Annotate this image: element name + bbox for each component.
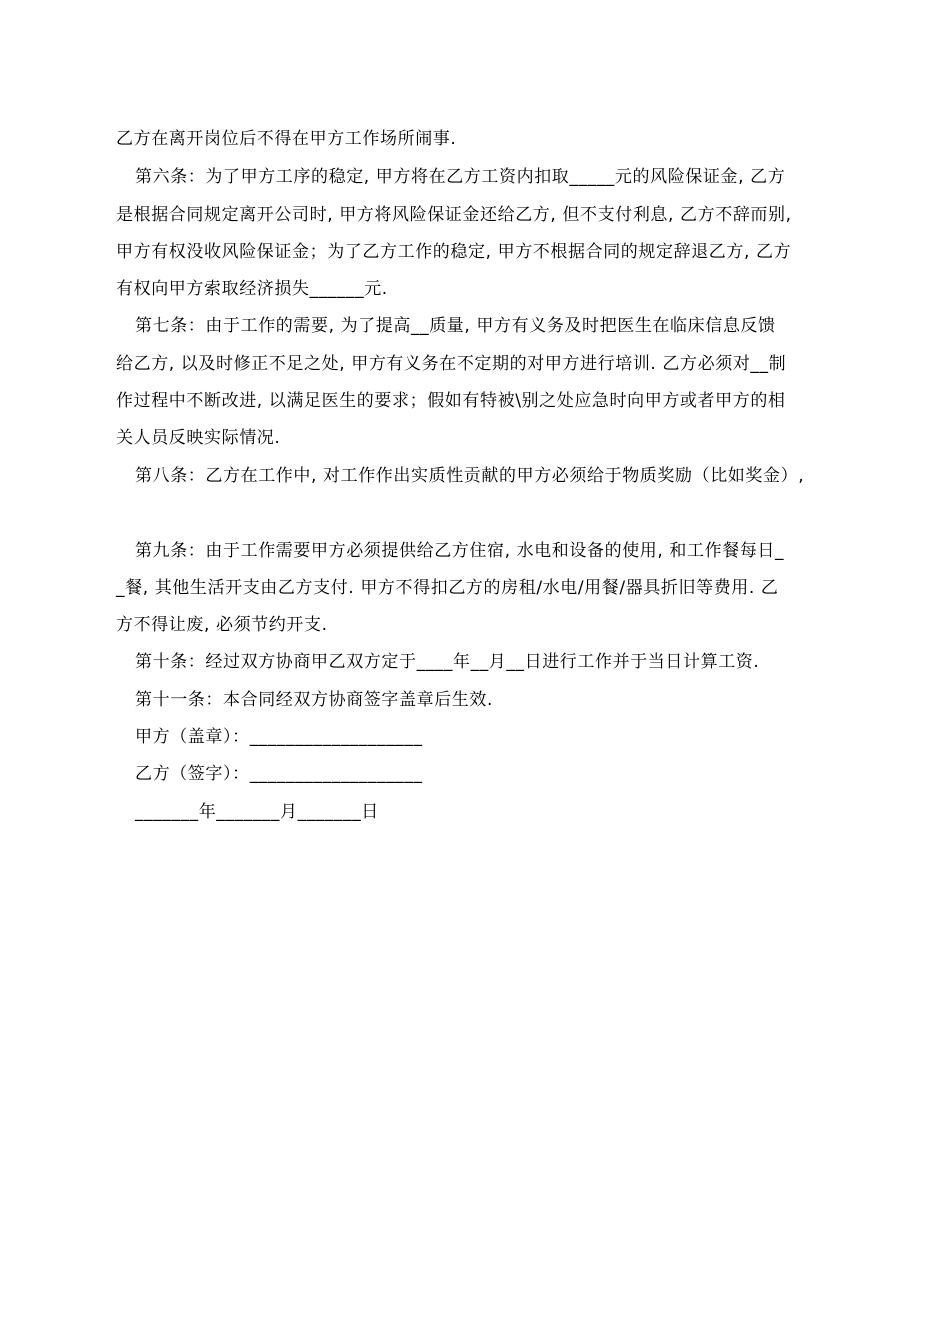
- article-6-line: 第六条：为了甲方工序的稳定, 甲方将在乙方工资内扣取_____元的风险保证金, 乙方: [135, 167, 786, 187]
- paragraph-line: 作过程中不断改进, 以满足医生的要求；假如有特被\别之处应急时向甲方或者甲方的相: [116, 391, 786, 411]
- date-line: _______年_______月_______日: [135, 802, 379, 822]
- paragraph-line: 有权向甲方索取经济损失______元.: [116, 279, 388, 299]
- article-9-line: 第九条：由于工作需要甲方必须提供给乙方住宿, 水电和设备的使用, 和工作餐每日_: [135, 541, 785, 561]
- article-11-line: 第十一条：本合同经双方协商签字盖章后生效.: [135, 690, 494, 710]
- paragraph-line: 给乙方, 以及时修正不足之处, 甲方有义务在不定期的对甲方进行培训. 乙方必须对__制: [116, 354, 787, 374]
- paragraph-line: 关人员反映实际情况.: [116, 428, 281, 448]
- party-a-signature-line: 甲方（盖章）：___________________: [135, 727, 423, 747]
- article-10-line: 第十条：经过双方协商甲乙双方定于____年__月__日进行工作并于当日计算工资.: [135, 652, 760, 672]
- paragraph-line: 甲方有权没收风险保证金；为了乙方工作的稳定, 甲方不根据合同的规定辞退乙方, 乙方: [116, 242, 792, 262]
- paragraph-line: _餐, 其他生活开支由乙方支付. 甲方不得扣乙方的房租/水电/用餐/器具折旧等费用. 乙: [116, 578, 779, 598]
- article-7-line: 第七条：由于工作的需要, 为了提高__质量, 甲方有义务及时把医生在临床信息反馈: [135, 316, 776, 336]
- party-b-signature-line: 乙方（签字）：___________________: [135, 764, 423, 784]
- paragraph-line: 方不得让废, 必须节约开支.: [116, 615, 328, 635]
- paragraph-line: 是根据合同规定离开公司时, 甲方将风险保证金还给乙方, 但不支付利息, 乙方不辞而别,: [116, 205, 792, 225]
- paragraph-line: 乙方在离开岗位后不得在甲方工作场所闹事.: [116, 129, 457, 149]
- article-8-line: 第八条：乙方在工作中, 对工作作出实质性贡献的甲方必须给于物质奖励（比如奖金）,: [135, 466, 805, 486]
